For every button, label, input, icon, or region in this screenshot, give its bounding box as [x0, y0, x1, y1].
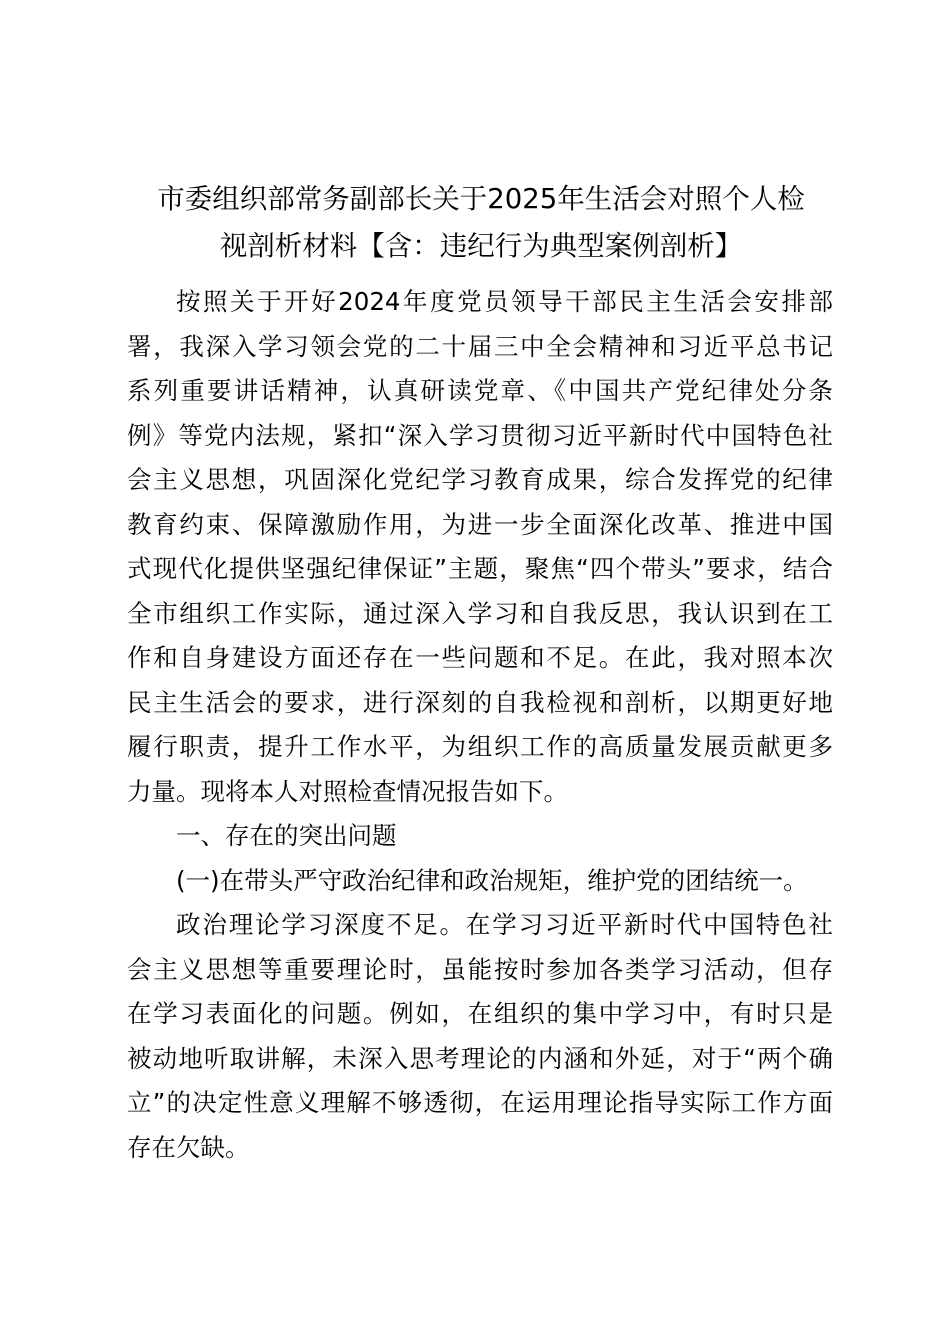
intro-line: 力量。现将本人对照检查情况报告如下。	[127, 776, 568, 806]
body-line: 政治理论学习深度不足。在学习习近平新时代中国特色社	[176, 910, 833, 939]
section-heading: 一、存在的突出问题	[176, 821, 397, 850]
title-line-2: 视剖析材料【含：违纪行为典型案例剖析】	[219, 230, 743, 262]
body-paragraph	[127, 903, 833, 1170]
body-line: 会主义思想等重要理论时，虽能按时参加各类学习活动，但存	[127, 954, 833, 984]
intro-line: 作和自身建设方面还存在一些问题和不足。在此，我对照本次	[127, 643, 833, 672]
intro-line: 署，我深入学习领会党的二十届三中全会精神和习近平总书记	[127, 331, 833, 361]
document-title	[128, 176, 834, 270]
intro-line: 民主生活会的要求，进行深刻的自我检视和剖析，以期更好地	[127, 687, 833, 717]
intro-line: 履行职责，提升工作水平，为组织工作的高质量发展贡献更多	[127, 732, 833, 761]
body-line: 在学习表面化的问题。例如，在组织的集中学习中，有时只是	[127, 999, 833, 1028]
intro-line: 式现代化提供坚强纪律保证”主题，聚焦“四个带头”要求，结合	[127, 554, 833, 583]
title-line-1: 市委组织部常务副部长关于2025年生活会对照个人检	[157, 183, 805, 215]
body-line: 被动地听取讲解，未深入思考理论的内涵和外延，对于“两个确	[127, 1043, 833, 1073]
intro-line: 例》等党内法规，紧扣“深入学习贯彻习近平新时代中国特色社	[127, 420, 833, 450]
subsection-heading: (一)在带头严守政治纪律和政治规矩，维护党的团结统一。	[176, 865, 808, 895]
body-line: 立”的决定性意义理解不够透彻，在运用理论指导实际工作方面	[127, 1088, 833, 1117]
intro-line: 按照关于开好2024年度党员领导干部民主生活会安排部	[176, 287, 833, 316]
intro-line: 会主义思想，巩固深化党纪学习教育成果，综合发挥党的纪律	[127, 465, 833, 494]
intro-paragraph	[127, 280, 833, 814]
intro-line: 教育约束、保障激励作用，为进一步全面深化改革、推进中国	[127, 509, 833, 539]
document-body	[127, 280, 833, 1170]
body-line: 存在欠缺。	[127, 1132, 250, 1162]
intro-line: 系列重要讲话精神，认真研读党章、《中国共产党纪律处分条	[127, 376, 833, 405]
intro-line: 全市组织工作实际，通过深入学习和自我反思，我认识到在工	[127, 598, 833, 628]
